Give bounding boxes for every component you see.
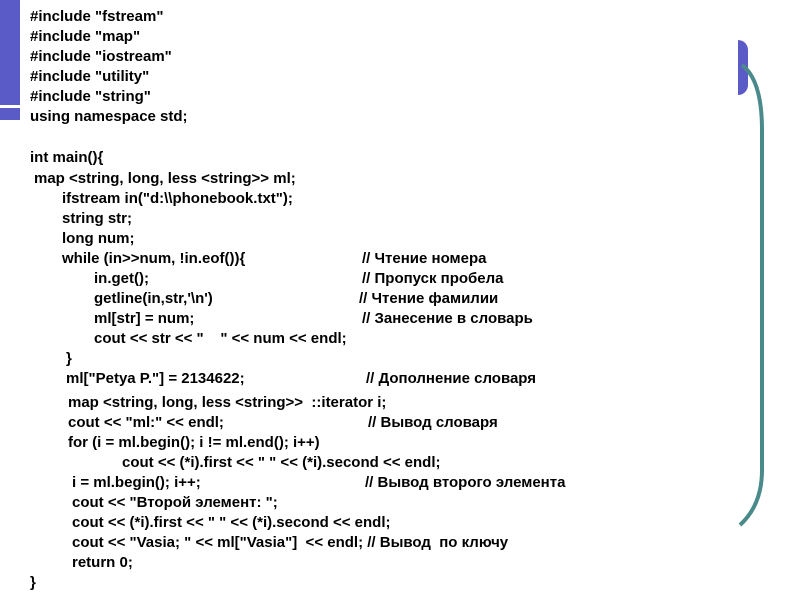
- code-line-cout-vasia: cout << "Vasia; " << ml["Vasia"] << endl; // Вывод по ключу: [72, 534, 509, 551]
- code-line-final-brace: }: [30, 574, 36, 591]
- code-line-in-get: in.get();: [94, 270, 149, 287]
- code-line-iterator-decl: map <string, long, less <string>> ::iterator i;: [68, 394, 387, 411]
- code-line-string-str: string str;: [62, 210, 133, 227]
- code-line-cout-str-num: cout << str << " " << num << endl;: [94, 330, 347, 347]
- code-line-long-num: long num;: [62, 230, 135, 247]
- code-comment-read-number: // Чтение номера: [362, 250, 487, 267]
- code-line-getline: getline(in,str,'\n'): [94, 290, 213, 307]
- code-comment-print-dict: // Вывод словаря: [368, 414, 498, 431]
- code-line-include-map: #include "map": [30, 28, 141, 45]
- code-line-include-iostream: #include "iostream": [30, 48, 172, 65]
- code-line-using-namespace: using namespace std;: [30, 108, 188, 125]
- code-line-ml-petya: ml["Petya P."] = 2134622;: [66, 370, 245, 387]
- code-comment-read-surname: // Чтение фамилии: [359, 290, 499, 307]
- code-comment-extend-dict: // Дополнение словаря: [366, 370, 537, 387]
- code-line-ifstream: ifstream in("d:\\phonebook.txt");: [62, 190, 293, 207]
- code-line-ml-assign: ml[str] = num;: [94, 310, 195, 327]
- code-comment-skip-space: // Пропуск пробела: [362, 270, 504, 287]
- code-line-map-decl: map <string, long, less <string>> ml;: [34, 170, 296, 187]
- code-line-cout-first-second: cout << (*i).first << " " << (*i).second << endl;: [122, 454, 441, 471]
- code-line-while: while (in>>num, !in.eof()){: [62, 250, 246, 267]
- code-line-return: return 0;: [72, 554, 133, 571]
- code-line-main: int main(){: [30, 149, 104, 166]
- code-line-close-brace: }: [66, 350, 72, 367]
- code-line-include-string: #include "string": [30, 88, 151, 105]
- code-line-for-loop: for (i = ml.begin(); i != ml.end(); i++): [68, 434, 320, 451]
- code-line-include-fstream: #include "fstream": [30, 8, 164, 25]
- code-comment-print-second: // Вывод второго элемента: [365, 474, 566, 491]
- code-line-cout-ml: cout << "ml:" << endl;: [68, 414, 224, 431]
- code-line-include-utility: #include "utility": [30, 68, 150, 85]
- code-line-cout-second-label: cout << "Второй элемент: ";: [72, 494, 278, 511]
- code-comment-add-to-dict: // Занесение в словарь: [362, 310, 533, 327]
- code-line-i-begin: i = ml.begin(); i++;: [72, 474, 201, 491]
- code-line-cout-i-first: cout << (*i).first << " " << (*i).second << endl;: [72, 514, 391, 531]
